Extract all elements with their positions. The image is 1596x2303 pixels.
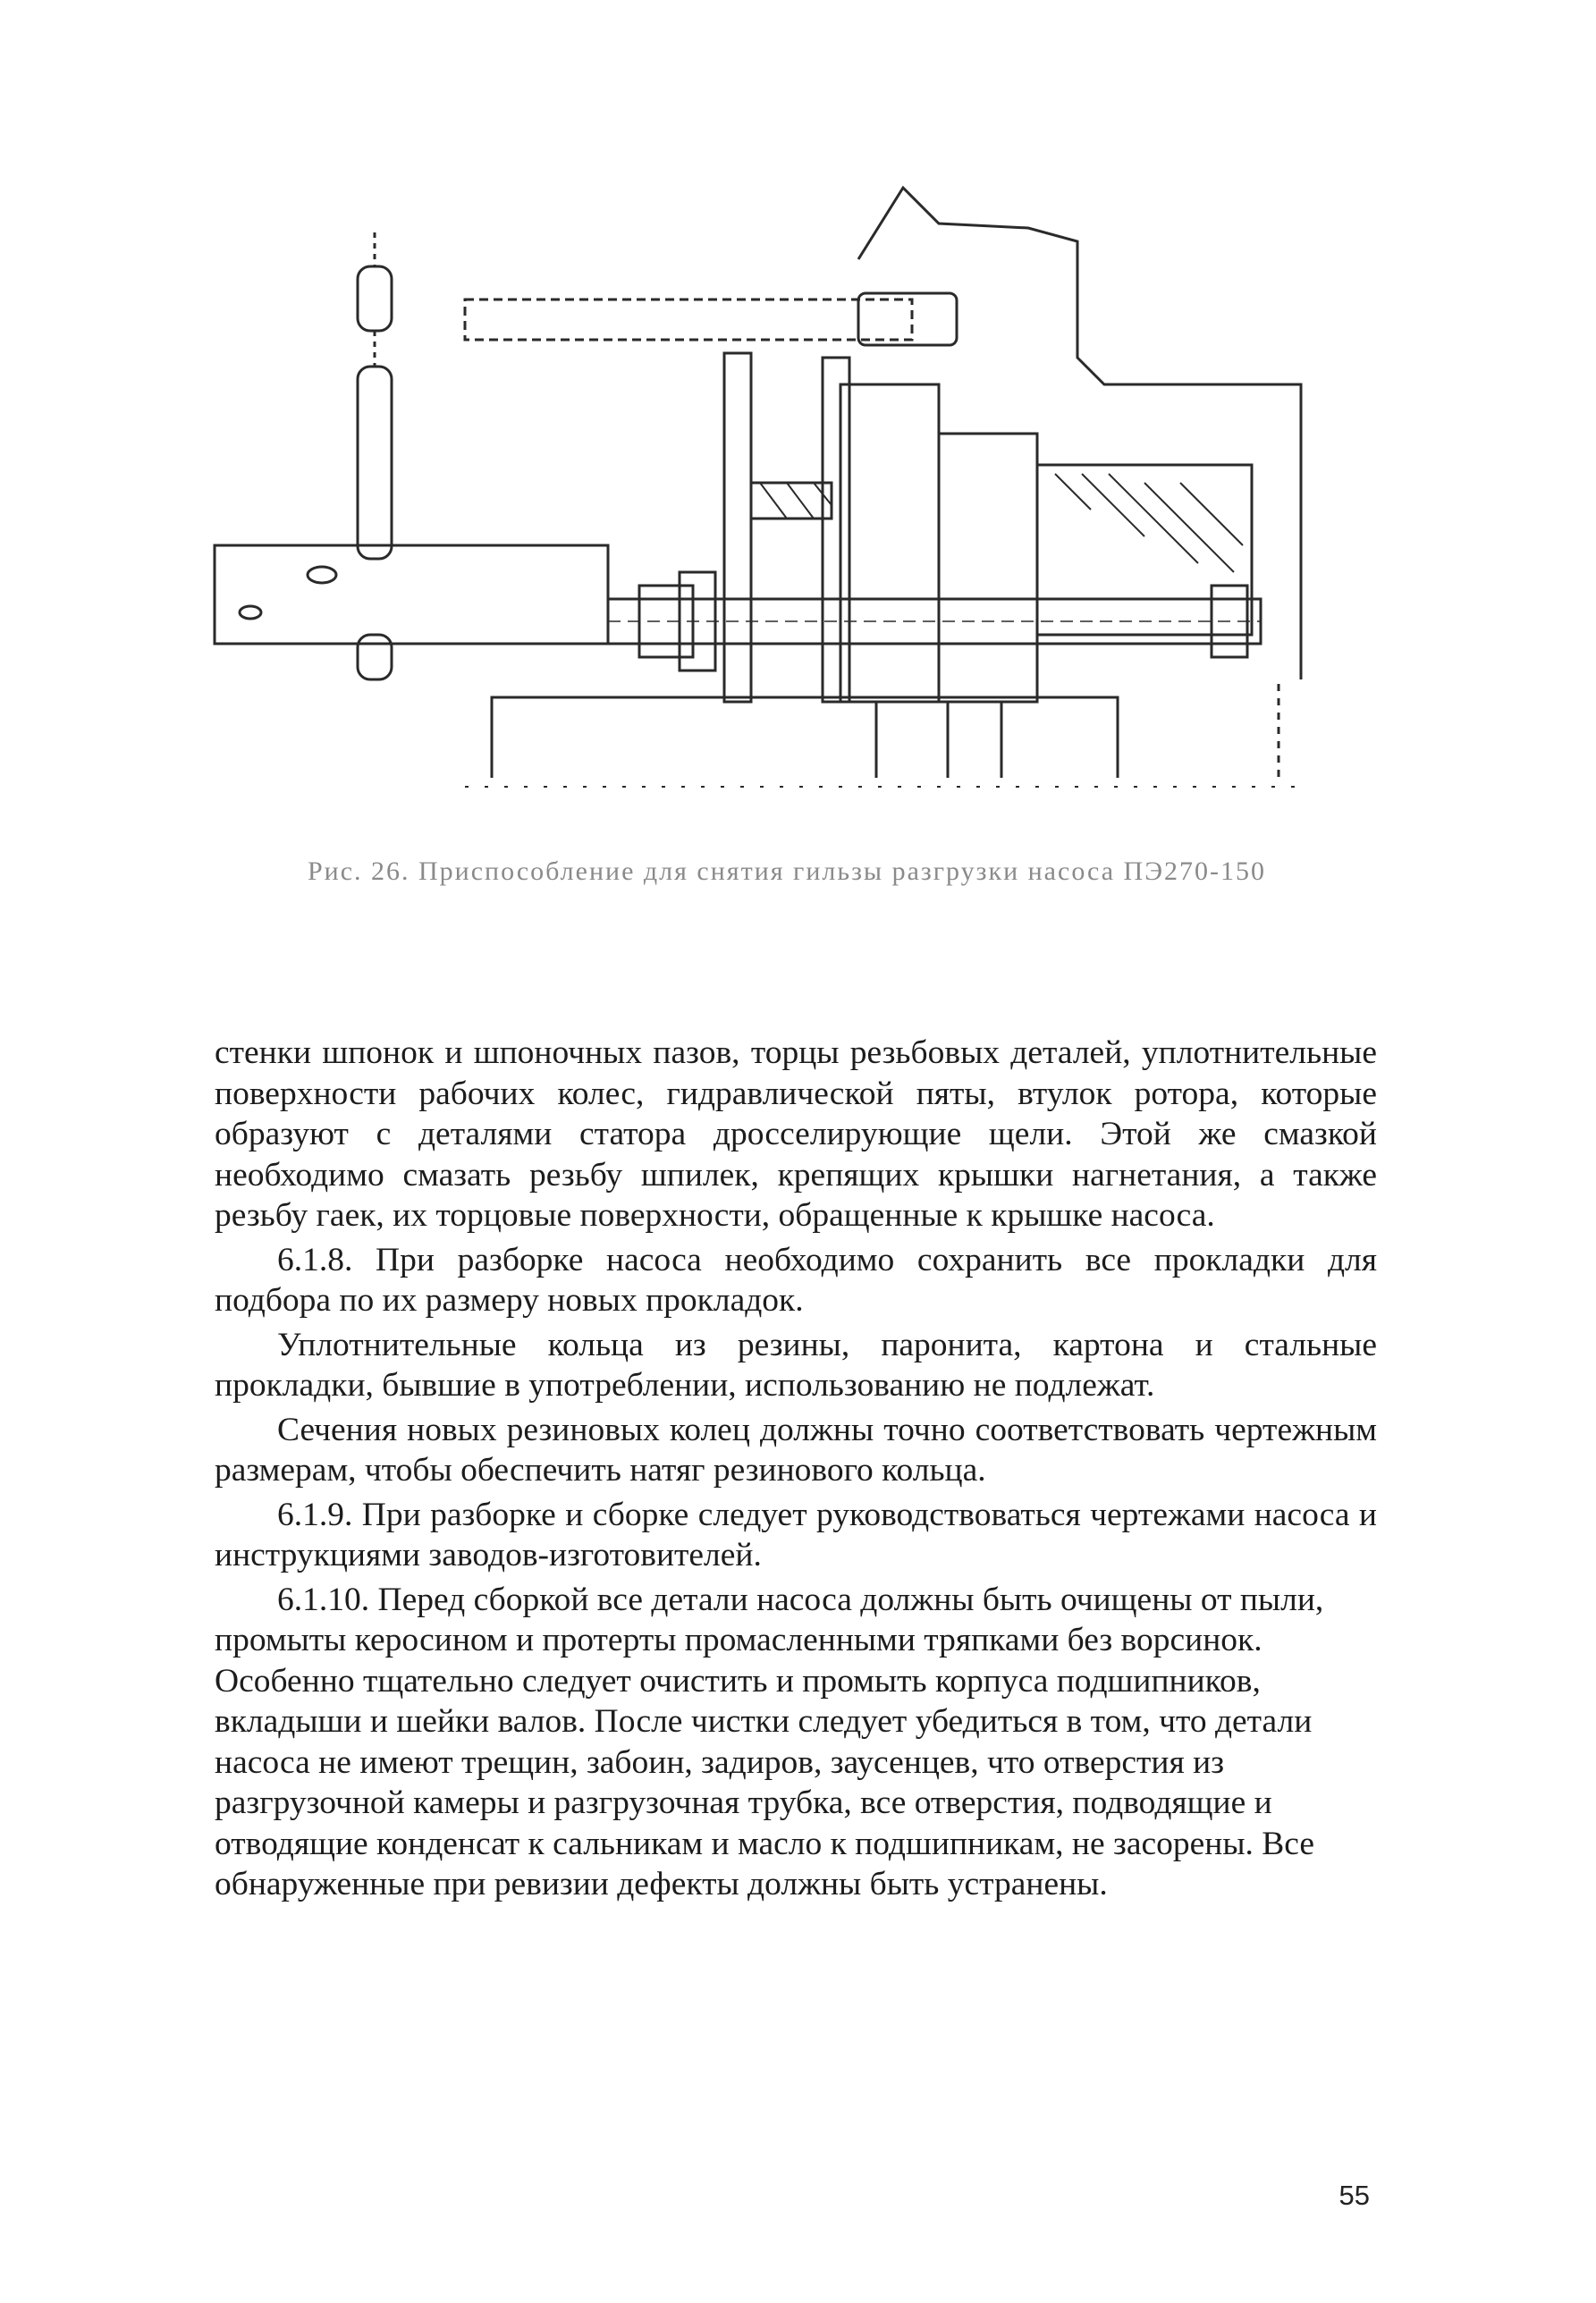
paragraph-6-1-9: 6.1.9. При разборке и сборке следует руководствоваться чертежами насоса и инструкциями заводов-изготовителей. xyxy=(215,1496,1377,1573)
paragraph-seal-rings: Уплотнительные кольца из резины, паронита, картона и стальные прокладки, бывшие в употреблении, использованию не подлежат. xyxy=(215,1326,1377,1404)
puller-device-drawing xyxy=(197,179,1377,822)
paragraph-6-1-10: 6.1.10. Перед сборкой все детали насоса должны быть очищены от пыли, промыты керосином и протерты промасленными тряпками без ворсинок. Особенно тщательно следует очистить и промыть корпуса подшипников, вкладыши и шейки валов. После чистки следует убедиться в том, что детали насоса не имеют трещин, забоин, задиров, заусенцев, что отверстия из разгрузочной камеры и разгрузочная трубка, все отверстия, подводящие и отводящие конденсат к сальникам и масло к подшипникам, не засорены. Все обнаруженные при ревизии дефекты должны быть устранены. xyxy=(215,1581,1324,1902)
figure-drawing xyxy=(197,179,1377,822)
figure-caption: Рис. 26. Приспособление для снятия гильзы разгрузки насоса ПЭ270-150 xyxy=(307,856,1267,886)
page-number: 55 xyxy=(1338,2180,1370,2211)
paragraph-rubber-rings: Сечения новых резиновых колец должны точно соответствовать чертежным размерам, чтобы обеспечить натяг резинового кольца. xyxy=(215,1411,1377,1489)
paragraph-6-1-8: 6.1.8. При разборке насоса необходимо сохранить все прокладки для подбора по их размеру новых прокладок. xyxy=(215,1241,1377,1319)
paragraph-continuation: стенки шпонок и шпоночных пазов, торцы резьбовых деталей, уплотнительные поверхности рабочих колес, гидравлической пяты, втулок ротора, которые образуют с деталями статора дросселирующие щели. Этой же смазкой необходимо смазать резьбу шпилек, крепящих крышки нагнетания, а также резьбу гаек, их торцовые поверхности, обращенные к крышке насоса. xyxy=(215,1034,1377,1234)
body-text xyxy=(215,1033,1377,1909)
